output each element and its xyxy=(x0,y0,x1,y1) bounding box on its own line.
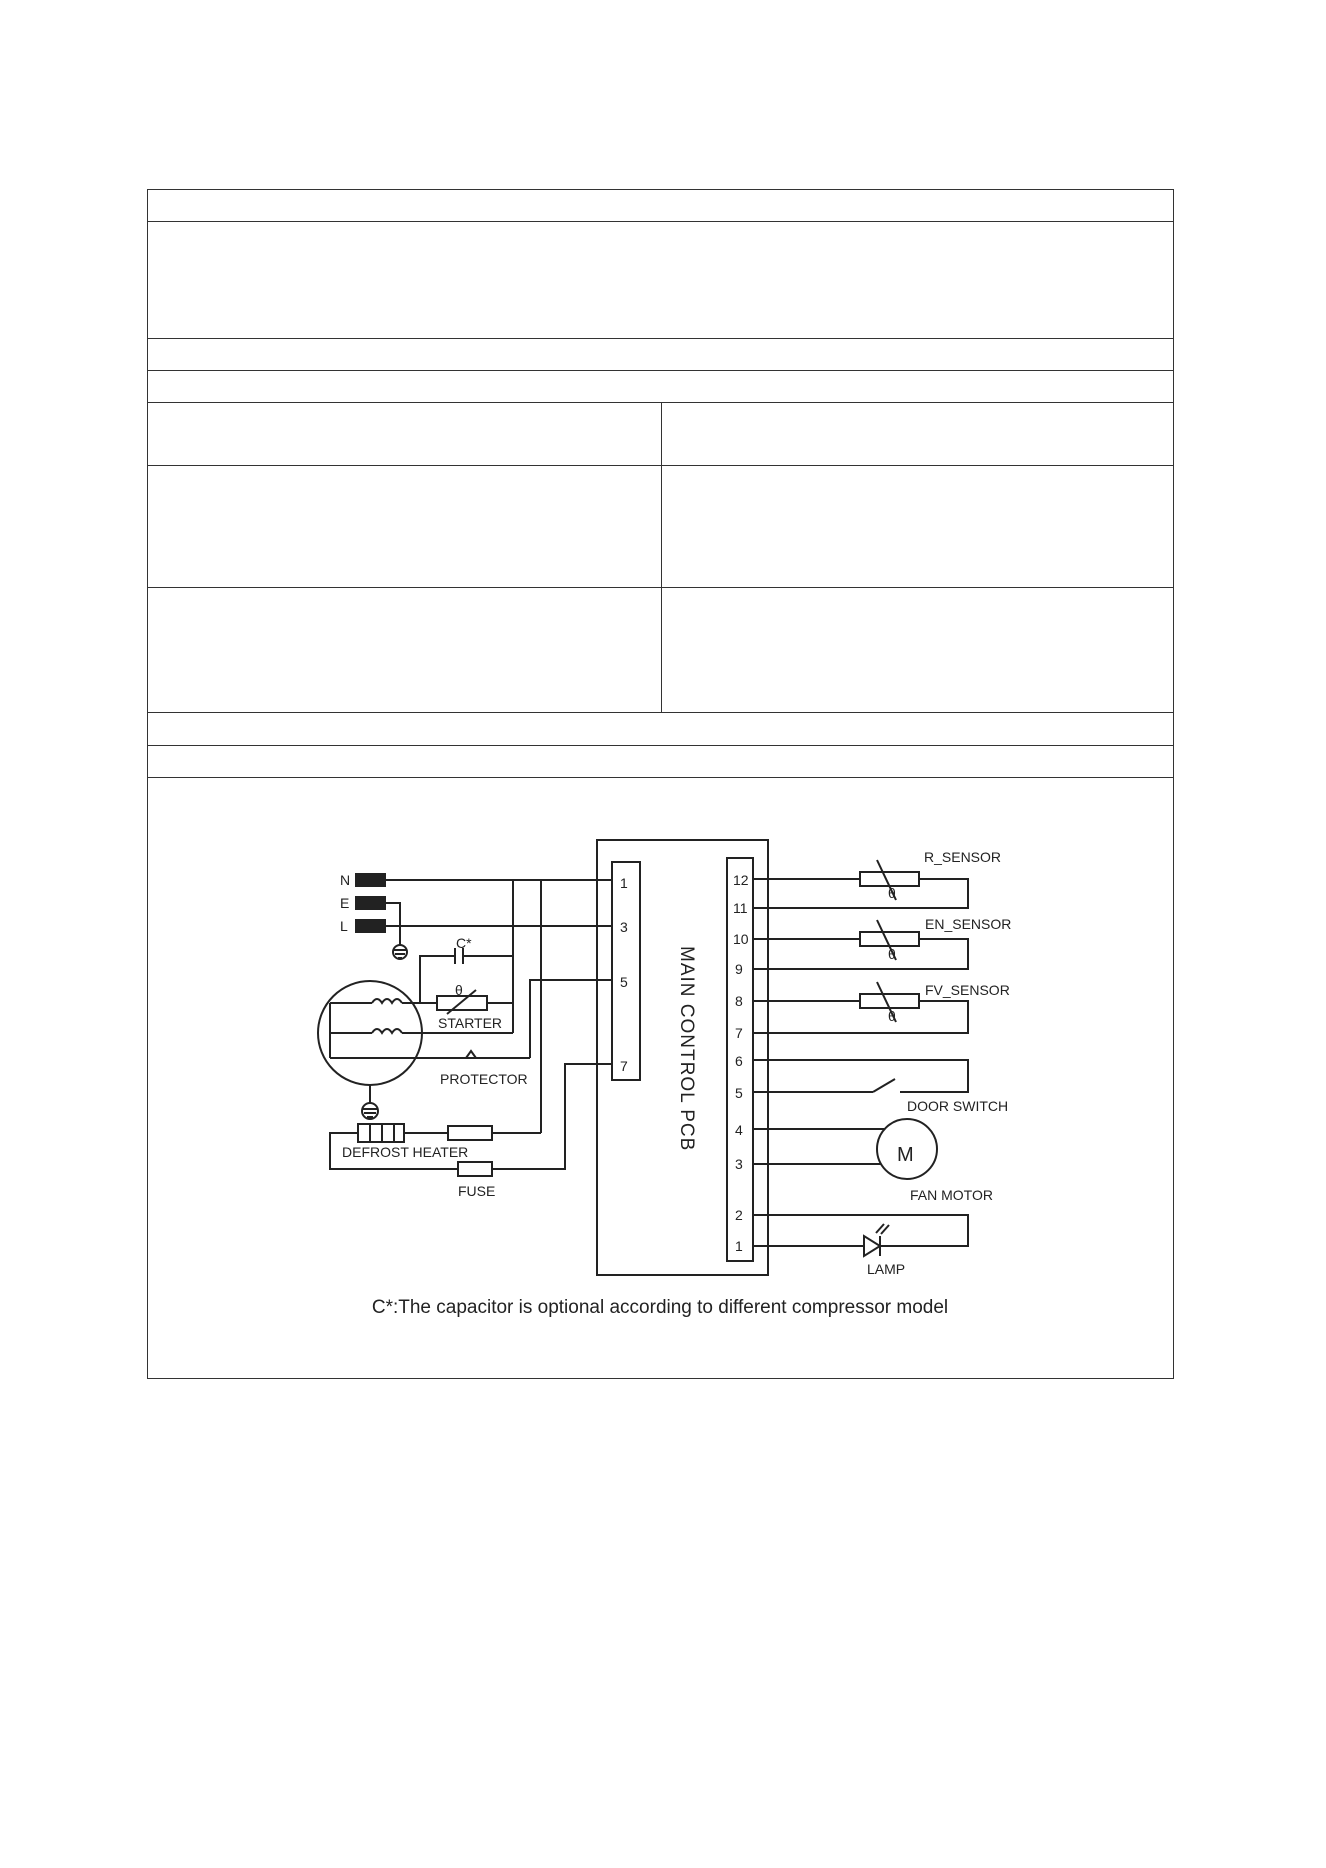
pcb-right-pin: 5 xyxy=(735,1085,743,1101)
door-switch-symbol xyxy=(873,1079,895,1092)
wire-e xyxy=(385,903,400,945)
pcb-right-pin: 1 xyxy=(735,1238,743,1254)
pcb-right-pin: 9 xyxy=(735,961,743,977)
protector-symbol xyxy=(466,1051,476,1058)
ground-icon xyxy=(362,1103,378,1119)
r-sensor-theta: θ xyxy=(888,885,896,901)
terminal-l-block xyxy=(356,920,385,932)
pcb-right-pin: 10 xyxy=(733,931,749,947)
pcb-right-pin: 6 xyxy=(735,1053,743,1069)
terminal-n-label: N xyxy=(340,872,351,888)
pcb-right-pin: 3 xyxy=(735,1156,743,1172)
pcb-right-pin: 11 xyxy=(733,900,748,916)
wire-lamp xyxy=(753,1215,968,1246)
pcb-label: MAIN CONTROL PCB xyxy=(676,946,697,1152)
compressor-winding-icon xyxy=(372,999,402,1003)
pcb-left-pin: 5 xyxy=(620,974,628,990)
fan-motor-label: FAN MOTOR xyxy=(910,1187,993,1203)
terminal-n-block xyxy=(356,874,385,886)
door-switch-label: DOOR SWITCH xyxy=(907,1098,1009,1114)
fuse-symbol xyxy=(458,1162,492,1176)
starter-theta-label: θ xyxy=(455,982,463,998)
wire-to-pin-5 xyxy=(530,980,612,1058)
en-sensor-theta: θ xyxy=(888,946,896,962)
starter-label: STARTER xyxy=(438,1015,503,1031)
motor-m-label: M xyxy=(897,1144,914,1166)
protector-label: PROTECTOR xyxy=(440,1071,528,1087)
capacitor-label: C* xyxy=(456,935,472,951)
pcb-left-pin: 1 xyxy=(620,875,628,891)
pcb-right-pin: 4 xyxy=(735,1122,743,1138)
pcb-left-connector xyxy=(612,862,640,1080)
starter-symbol xyxy=(437,996,487,1010)
fuse-label: FUSE xyxy=(458,1183,496,1199)
compressor-winding-icon xyxy=(372,1029,402,1033)
lamp-led-icon xyxy=(864,1236,880,1256)
en-sensor-symbol xyxy=(860,932,919,946)
heater-fuse-symbol xyxy=(448,1126,492,1140)
pcb-right-pin: 12 xyxy=(733,872,749,888)
terminal-e-block xyxy=(356,897,385,909)
r-sensor-label: R_SENSOR xyxy=(924,849,1002,865)
pcb-left-pin: 7 xyxy=(620,1058,628,1074)
terminal-l-label: L xyxy=(340,918,348,934)
capacitor-note: C*:The capacitor is optional according to different compressor model xyxy=(371,1297,949,1318)
wire-door-switch xyxy=(753,1060,968,1092)
pcb-right-pin: 7 xyxy=(735,1025,743,1041)
lamp-label: LAMP xyxy=(867,1261,906,1277)
fv-sensor-theta: θ xyxy=(888,1008,896,1024)
en-sensor-label: EN_SENSOR xyxy=(925,916,1012,932)
fv-sensor-label: FV_SENSOR xyxy=(925,982,1010,998)
pcb-right-pin: 8 xyxy=(735,993,743,1009)
pcb-right-pin: 2 xyxy=(735,1207,743,1223)
r-sensor-symbol xyxy=(860,872,919,886)
pcb-left-pin: 3 xyxy=(620,919,628,935)
terminal-e-label: E xyxy=(340,895,350,911)
ground-icon xyxy=(393,945,407,959)
defrost-heater-label: DEFROST HEATER xyxy=(342,1144,469,1160)
fv-sensor-symbol xyxy=(860,994,919,1008)
